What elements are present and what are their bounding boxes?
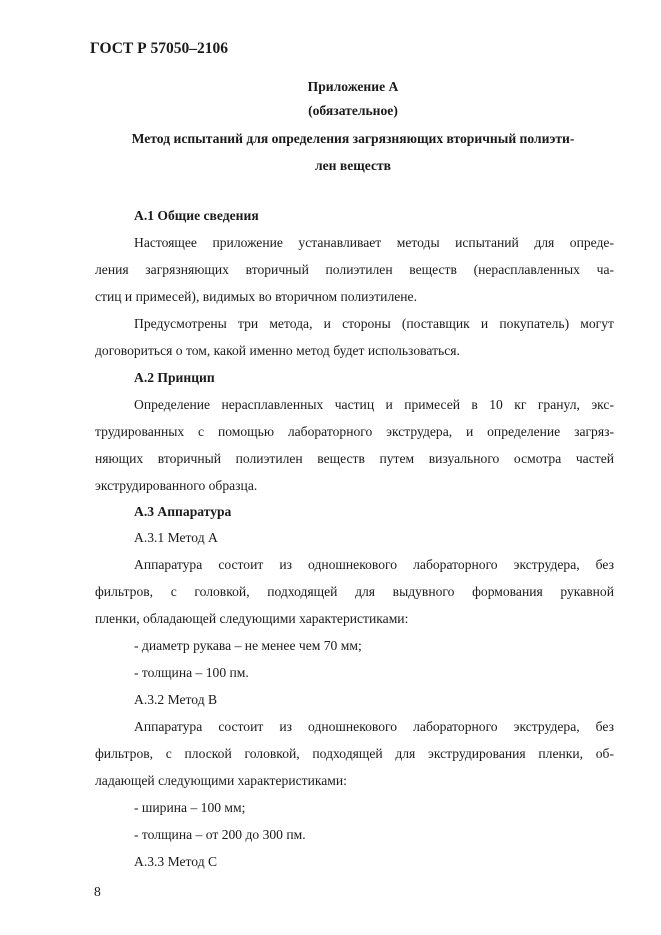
section-title: А.1 Общие сведения [134,208,259,223]
paragraph-line: ления загрязняющих вторичный полиэтилен веществ (нерасплавленных ча- [95,262,614,277]
page-number: 8 [94,884,101,899]
subsection-title: А.3.3 Метод С [134,854,218,869]
paragraph-line: Настоящее приложение устанавливает методы испытаний для опреде- [134,235,614,250]
list-item: - ширина – 100 мм; [134,800,246,815]
paragraph-line: няющих вторичный полиэтилен веществ путем визуального осмотра частей [95,451,614,466]
subsection-title: А.3.1 Метод А [134,530,218,545]
paragraph-line: стиц и примесей), видимых во вторичном полиэтилене. [95,289,417,304]
paragraph-line: Определение нерасплавленных частиц и примесей в 10 кг гранул, экс- [134,397,614,412]
document-header: ГОСТ Р 57050–2106 [90,40,228,57]
paragraph-line: Предусмотрены три метода, и стороны (поставщик и покупатель) могут [134,316,614,331]
appendix-heading-line1: Метод испытаний для определения загрязняющих вторичный полиэти- [131,131,575,146]
paragraph-line: Аппаратура состоит из одношнекового лабораторного экструдера, без [134,719,614,734]
section-title: А.2 Принцип [134,370,215,385]
paragraph-line: пленки, обладающей следующими характеристиками: [95,611,409,626]
subsection-title: А.3.2 Метод В [134,692,218,707]
paragraph-line: договориться о том, какой именно метод будет использоваться. [95,343,460,358]
paragraph-line: ладающей следующими характеристиками: [95,773,347,788]
paragraph-line: Аппаратура состоит из одношнекового лабораторного экструдера, без [134,557,614,572]
list-item: - толщина – 100 пм. [134,665,249,680]
appendix-status: (обязательное) [308,103,398,118]
list-item: - диаметр рукава – не менее чем 70 мм; [134,638,362,653]
paragraph-line: фильтров, с плоской головкой, подходящей для экструдирования пленки, об- [95,746,614,761]
appendix-heading-line2: лен веществ [315,158,391,173]
paragraph-line: фильтров, с головкой, подходящей для выдувного формования рукавной [95,584,614,599]
section-title: А.3 Аппаратура [134,504,232,519]
paragraph-line: экструдированного образца. [95,478,258,493]
list-item: - толщина – от 200 до 300 пм. [134,827,306,842]
appendix-title: Приложение А [307,79,399,94]
paragraph-line: трудированных с помощью лабораторного экструдера, и определение загряз- [95,424,614,439]
